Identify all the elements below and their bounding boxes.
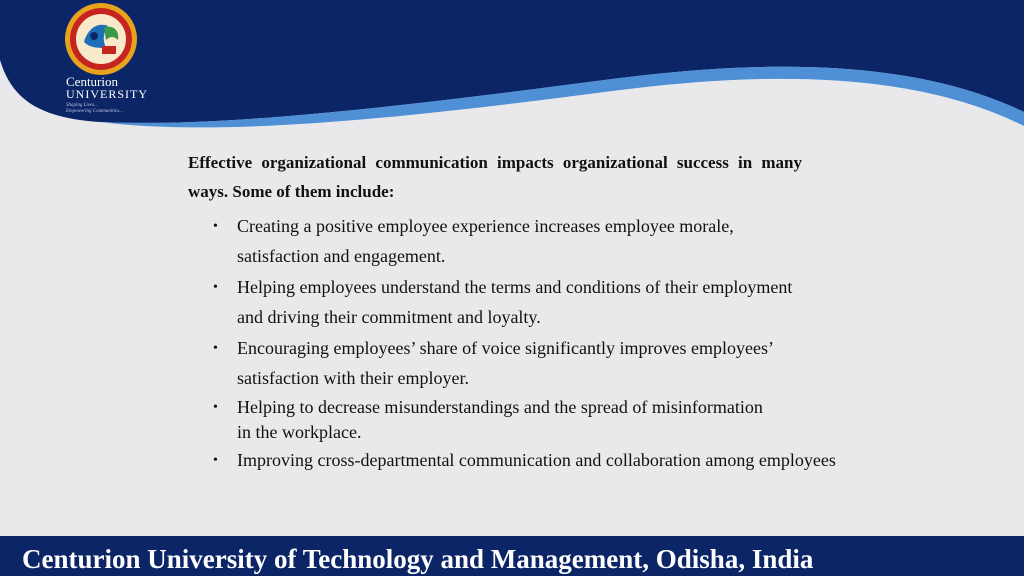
logo-tagline	[66, 103, 156, 115]
list-item	[188, 448, 917, 473]
list-item-text: Creating a positive employee experience increases employee morale, satisfaction and engagement.	[237, 216, 734, 266]
list-item	[188, 395, 777, 445]
list-item	[188, 273, 817, 332]
logo-name-line1: Centurion	[66, 74, 118, 89]
slide-content	[188, 148, 888, 476]
university-seal-icon	[64, 2, 138, 76]
footer-bar	[0, 536, 1024, 576]
bullet-icon: •	[213, 453, 218, 468]
logo-tagline-line2: Empowering Communities...	[66, 109, 123, 114]
intro-paragraph: Effective organizational communication impacts organizational success in many ways. Some of them include:	[188, 153, 802, 201]
list-item-text: Improving cross-departmental communication and collaboration among employees	[237, 450, 836, 470]
list-item-text: Helping to decrease misunderstandings and the spread of misinformation in the workplace.	[237, 397, 763, 442]
bullet-icon: •	[213, 400, 218, 415]
bullet-icon: •	[213, 280, 218, 295]
list-item-text: Helping employees understand the terms and conditions of their employment and driving their commitment and loyalty.	[237, 277, 793, 327]
logo-tagline-line1: Shaping Lives...	[66, 103, 98, 108]
university-logo	[58, 2, 148, 120]
list-item	[188, 212, 777, 271]
logo-wordmark	[66, 75, 156, 101]
list-item	[188, 334, 797, 393]
bullet-icon: •	[213, 219, 218, 234]
logo-name-line2: UNIVERSITY	[66, 87, 148, 101]
list-item-text: Encouraging employees’ share of voice significantly improves employees’ satisfaction with their employer.	[237, 338, 773, 388]
bullet-icon: •	[213, 341, 218, 356]
footer-institution-name: Centurion University of Technology and Management, Odisha, India	[22, 544, 814, 574]
benefits-list	[188, 212, 888, 473]
